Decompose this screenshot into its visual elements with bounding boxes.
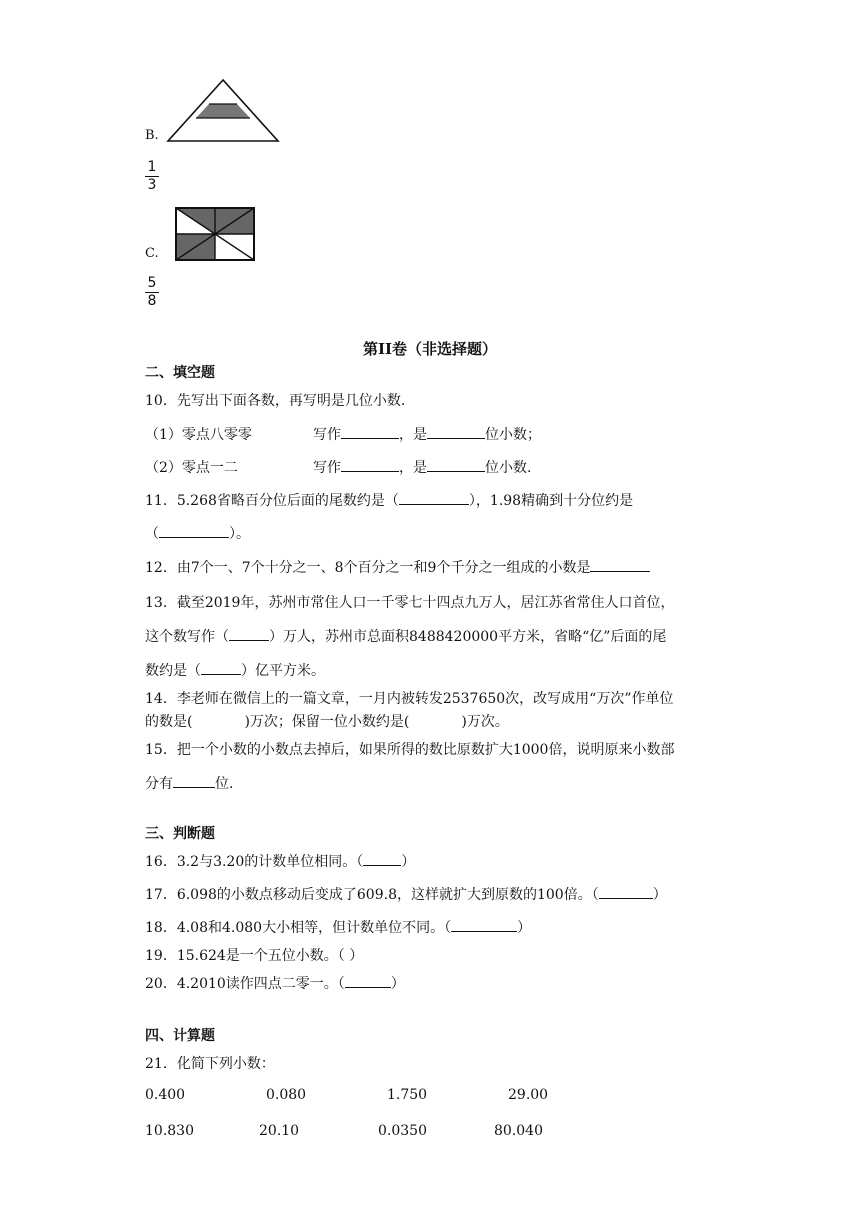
question-13-line2: 这个数写作（ ）万人，苏州市总面积8488420000平方米，省略“亿”后面的尾 (145, 626, 666, 646)
question-13-line1: 13．截至2019年，苏州市常住人口一千零七十四点九万人，居江苏省常住人口首位， (145, 595, 675, 611)
answer-blank[interactable] (345, 973, 391, 988)
answer-blank[interactable] (363, 851, 401, 866)
answer-blank[interactable] (173, 773, 215, 788)
option-c-label: C. (145, 246, 159, 261)
answer-blank[interactable] (341, 457, 399, 472)
decimal-item: 20.10 (259, 1123, 300, 1139)
question-10-2-answer: 写作 ，是 位小数. (313, 457, 531, 477)
answer-blank[interactable] (427, 424, 485, 439)
answer-blank[interactable] (201, 660, 241, 675)
answer-blank[interactable] (159, 523, 229, 538)
question-14-line2: 的数是( )万次；保留一位小数约是( )万次。 (145, 714, 509, 730)
answer-blank[interactable] (427, 457, 485, 472)
part-title: 第II卷（非选择题） (362, 340, 498, 358)
fraction-denominator: 8 (147, 293, 157, 309)
question-16: 16．3.2与3.20的计数单位相同。（ ） (145, 851, 415, 871)
decimal-item: 0.400 (145, 1087, 186, 1103)
answer-blank[interactable] (229, 626, 269, 641)
option-c-fraction (145, 276, 159, 309)
option-b-label: B. (145, 128, 159, 143)
question-21-stem: 21．化简下列小数： (145, 1056, 275, 1072)
answer-blank[interactable] (341, 424, 399, 439)
fraction-numerator: 5 (147, 275, 157, 291)
question-15-line1: 15．把一个小数的小数点去掉后，如果所得的数比原数扩大1000倍，说明原来小数部 (145, 742, 675, 758)
question-10-1-label: （1）零点八零零 (145, 427, 252, 443)
question-19: 19．15.624是一个五位小数。（ ） (145, 948, 364, 964)
decimal-item: 0.0350 (378, 1123, 427, 1139)
question-11-line1: 11．5.268省略百分位后面的尾数约是（ ），1.98精确到十分位约是 (145, 490, 633, 510)
rectangle-figure (174, 206, 256, 262)
section-heading-judge: 三、判断题 (145, 826, 215, 842)
question-10-1-answer: 写作 ，是 位小数； (313, 424, 541, 444)
answer-blank[interactable] (590, 557, 650, 572)
question-17: 17．6.098的小数点移动后变成了609.8，这样就扩大到原数的100倍。（ ） (145, 884, 667, 904)
question-18: 18．4.08和4.080大小相等，但计数单位不同。（ ） (145, 917, 531, 937)
question-11-line2: （ ）。 (145, 523, 250, 543)
question-10-stem: 10．先写出下面各数，再写明是几位小数. (145, 393, 406, 409)
fraction-numerator: 1 (147, 159, 157, 175)
question-13-line3: 数约是（ ）亿平方米。 (145, 660, 325, 680)
fraction-denominator: 3 (147, 177, 157, 193)
question-10-2-label: （2）零点一二 (145, 460, 238, 476)
question-20: 20．4.2010读作四点二零一。（ ） (145, 973, 405, 993)
triangle-figure (166, 78, 280, 144)
question-14-line1: 14．李老师在微信上的一篇文章，一月内被转发2537650次，改写成用“万次”作单位 (145, 691, 674, 707)
decimal-item: 0.080 (266, 1087, 307, 1103)
decimal-item: 80.040 (494, 1123, 543, 1139)
question-12: 12．由7个一、7个十分之一、8个百分之一和9个千分之一组成的小数是 (145, 557, 650, 577)
answer-blank[interactable] (451, 917, 517, 932)
question-15-line2: 分有 位. (145, 773, 233, 793)
decimal-item: 10.830 (145, 1123, 194, 1139)
section-heading-fill: 二、填空题 (145, 365, 215, 381)
decimal-item: 1.750 (387, 1087, 428, 1103)
decimal-item: 29.00 (508, 1087, 549, 1103)
answer-blank[interactable] (599, 884, 653, 899)
answer-blank[interactable] (399, 490, 469, 505)
option-b-fraction (145, 160, 159, 193)
section-heading-calc: 四、计算题 (145, 1028, 215, 1044)
